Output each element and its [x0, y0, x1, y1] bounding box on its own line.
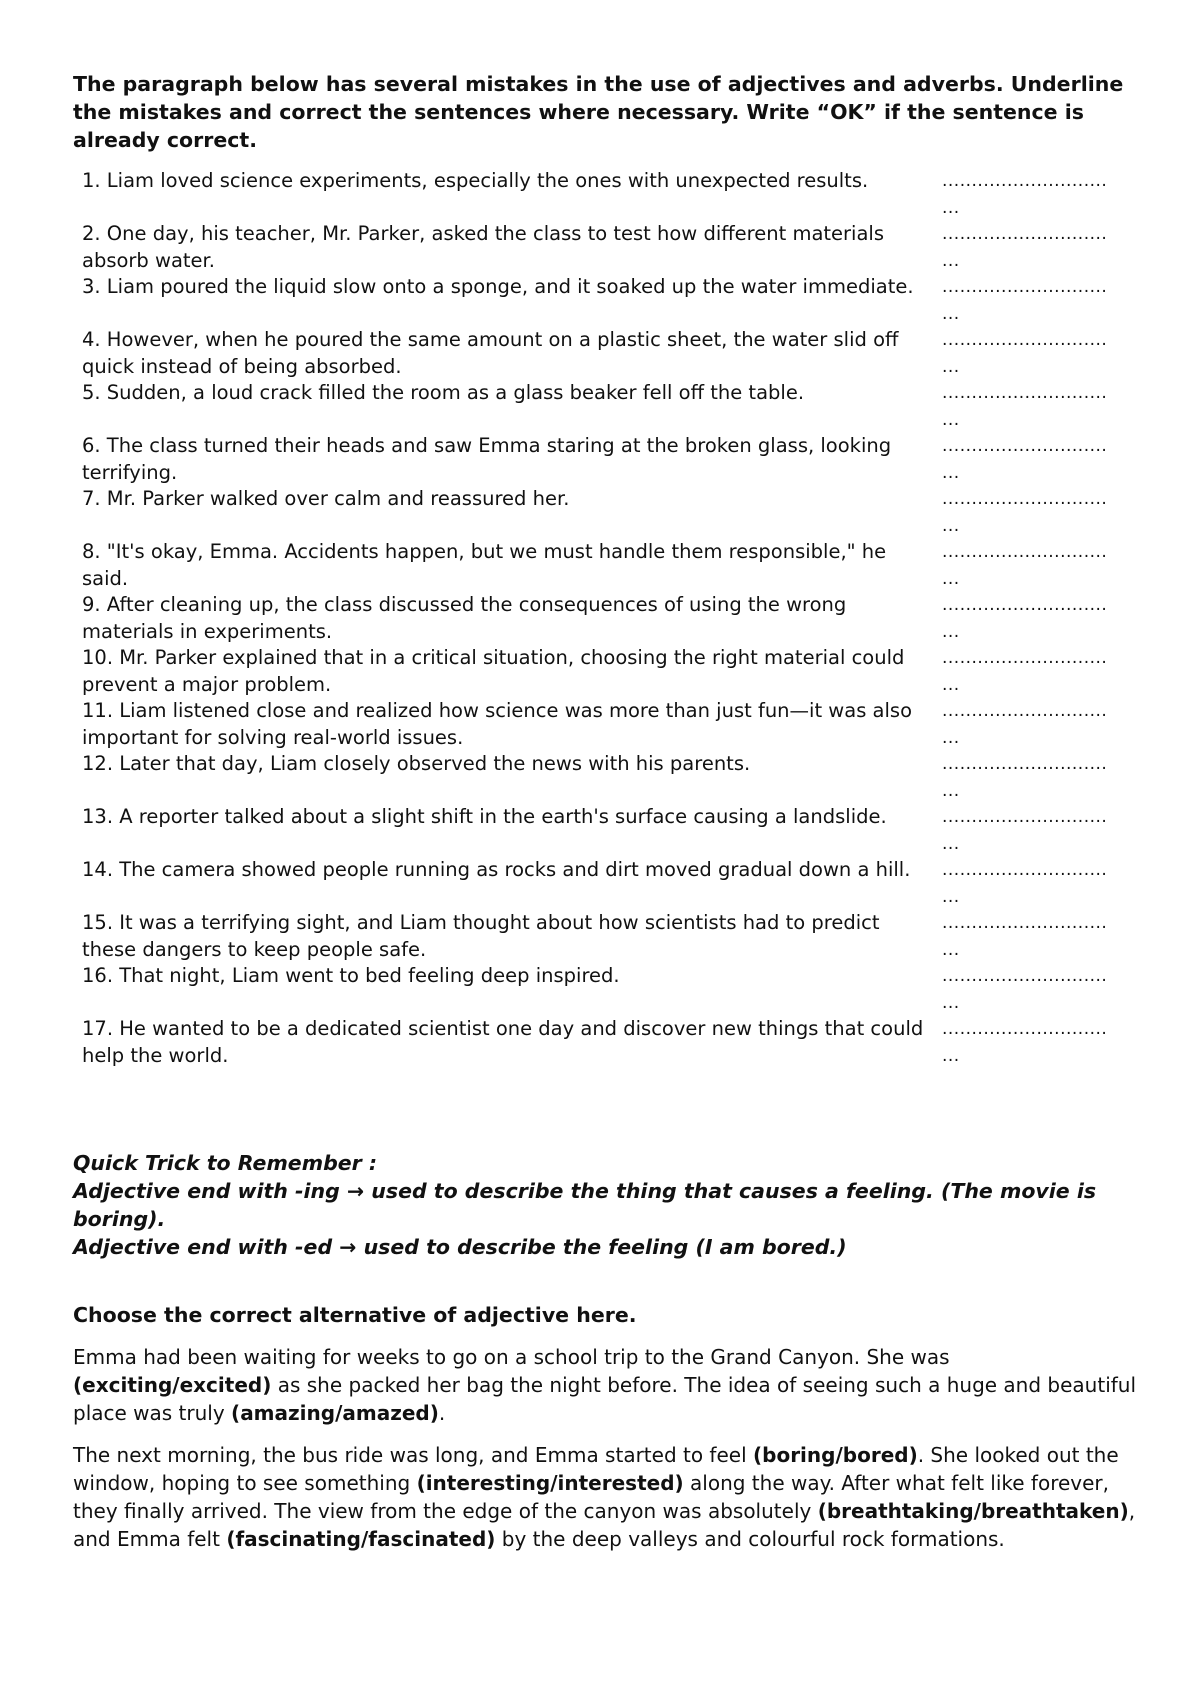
adjective-choice[interactable]: (boring/bored)	[753, 1443, 918, 1467]
adjective-choice[interactable]: (fascinating/fascinated)	[226, 1527, 496, 1551]
answer-blank[interactable]: ............................ ...	[942, 1019, 1108, 1066]
exercise-sentence: 16. That night, Liam went to bed feeling deep inspired.	[82, 964, 620, 987]
story-paragraph-2	[73, 1441, 1143, 1553]
tip-title: Quick Trick to Remember :	[73, 1151, 378, 1175]
answer-blank[interactable]: ............................ ...	[942, 277, 1108, 324]
exercise-sentence: 1. Liam loved science experiments, especially the ones with unexpected results.	[82, 169, 869, 192]
story-segment: as she packed her bag the night before. The idea of seeing such a huge and beautiful place was truly	[73, 1373, 1137, 1425]
tip-ing-rule: Adjective end with -ing → used to describe the thing that causes a feeling. (The movie is boring).	[73, 1179, 1097, 1231]
exercise-list	[82, 168, 1143, 1069]
story-segment: , and Emma felt	[73, 1499, 1136, 1551]
answer-blank[interactable]: ............................ ...	[942, 542, 1108, 589]
exercise-sentence: 14. The camera showed people running as rocks and dirt moved gradual down a hill.	[82, 858, 911, 881]
exercise-sentence: 7. Mr. Parker walked over calm and reassured her.	[82, 487, 570, 510]
exercise-item	[82, 804, 1143, 857]
exercise-item	[82, 1016, 1143, 1069]
exercise-item	[82, 274, 1143, 327]
answer-blank[interactable]: ............................ ...	[942, 436, 1108, 483]
exercise-item	[82, 592, 1143, 645]
tip-ed-rule: Adjective end with -ed → used to describe the feeling (I am bored.)	[73, 1235, 847, 1259]
exercise-item	[82, 380, 1143, 433]
adjective-choice[interactable]: (interesting/interested)	[416, 1471, 684, 1495]
story-segment: The next morning, the bus ride was long, and Emma started to feel	[73, 1443, 753, 1467]
answer-blank[interactable]: ............................ ...	[942, 966, 1108, 1013]
exercise-item	[82, 539, 1143, 592]
exercise-item	[82, 327, 1143, 380]
exercise-sentence: 5. Sudden, a loud crack filled the room as a glass beaker fell off the table.	[82, 381, 805, 404]
story-segment: .	[438, 1401, 446, 1425]
adjective-choice[interactable]: (amazing/amazed)	[231, 1401, 439, 1425]
answer-blank[interactable]: ............................ ...	[942, 489, 1108, 536]
exercise-item	[82, 963, 1143, 1016]
exercise-item	[82, 168, 1143, 221]
answer-blank[interactable]: ............................ ...	[942, 754, 1108, 801]
answer-blank[interactable]: ............................ ...	[942, 701, 1108, 748]
story-segment: . She looked out the window, hoping to see something	[73, 1443, 1119, 1495]
story-text	[73, 1343, 1143, 1553]
answer-blank[interactable]: ............................ ...	[942, 383, 1108, 430]
exercise-item	[82, 433, 1143, 486]
exercise-sentence: 12. Later that day, Liam closely observed the news with his parents.	[82, 752, 751, 775]
exercise-item	[82, 486, 1143, 539]
story-segment: by the deep valleys and colourful rock formations.	[495, 1527, 1005, 1551]
exercise-item	[82, 751, 1143, 804]
worksheet-page	[73, 70, 1143, 1553]
exercise-sentence: 15. It was a terrifying sight, and Liam thought about how scientists had to predict these dangers to keep people safe.	[82, 911, 880, 961]
answer-blank[interactable]: ............................ ...	[942, 595, 1108, 642]
exercise-sentence: 9. After cleaning up, the class discussed the consequences of using the wrong materials in experiments.	[82, 593, 847, 643]
exercise-item	[82, 645, 1143, 698]
answer-blank[interactable]: ............................ ...	[942, 330, 1108, 377]
exercise-sentence: 11. Liam listened close and realized how science was more than just fun—it was also important for solving real-world issues.	[82, 699, 913, 749]
story-paragraph-1	[73, 1343, 1143, 1427]
exercise-sentence: 4. However, when he poured the same amount on a plastic sheet, the water slid off quick instead of being absorbed.	[82, 328, 899, 378]
story-segment: Emma had been waiting for weeks to go on a school trip to the Grand Canyon. She was	[73, 1345, 950, 1369]
instructions-text: The paragraph below has several mistakes in the use of adjectives and adverbs. Underline the mistakes and correct the sentences where necessary. Write “OK” if the sentence is already correct.	[73, 72, 1124, 152]
exercise-sentence: 3. Liam poured the liquid slow onto a sponge, and it soaked up the water immediate.	[82, 275, 914, 298]
exercise-item	[82, 857, 1143, 910]
adjective-choice[interactable]: (breathtaking/breathtaken)	[817, 1499, 1129, 1523]
answer-blank[interactable]: ............................ ...	[942, 860, 1108, 907]
adjective-choice[interactable]: (exciting/excited)	[73, 1373, 272, 1397]
answer-blank[interactable]: ............................ ...	[942, 171, 1108, 218]
exercise-sentence: 17. He wanted to be a dedicated scientist one day and discover new things that could help the world.	[82, 1017, 924, 1067]
answer-blank[interactable]: ............................ ...	[942, 648, 1108, 695]
exercise-sentence: 6. The class turned their heads and saw Emma staring at the broken glass, looking terrifying.	[82, 434, 892, 484]
exercise-sentence: 2. One day, his teacher, Mr. Parker, asked the class to test how different materials absorb water.	[82, 222, 885, 272]
answer-blank[interactable]: ............................ ...	[942, 913, 1108, 960]
exercise-sentence: 10. Mr. Parker explained that in a critical situation, choosing the right material could prevent a major problem.	[82, 646, 905, 696]
answer-blank[interactable]: ............................ ...	[942, 224, 1108, 271]
adjective-task-title: Choose the correct alternative of adjective here.	[73, 1303, 637, 1327]
exercise-sentence: 8. "It's okay, Emma. Accidents happen, but we must handle them responsible," he said.	[82, 540, 887, 590]
exercise-item	[82, 698, 1143, 751]
answer-blank[interactable]: ............................ ...	[942, 807, 1108, 854]
exercise-item	[82, 910, 1143, 963]
quick-trick-box	[73, 1149, 1143, 1261]
exercise-sentence: 13. A reporter talked about a slight shift in the earth's surface causing a landslide.	[82, 805, 887, 828]
exercise-item	[82, 221, 1143, 274]
story-segment: along the way. After what felt like forever, they finally arrived. The view from the edge of the canyon was absolutely	[73, 1471, 1110, 1523]
